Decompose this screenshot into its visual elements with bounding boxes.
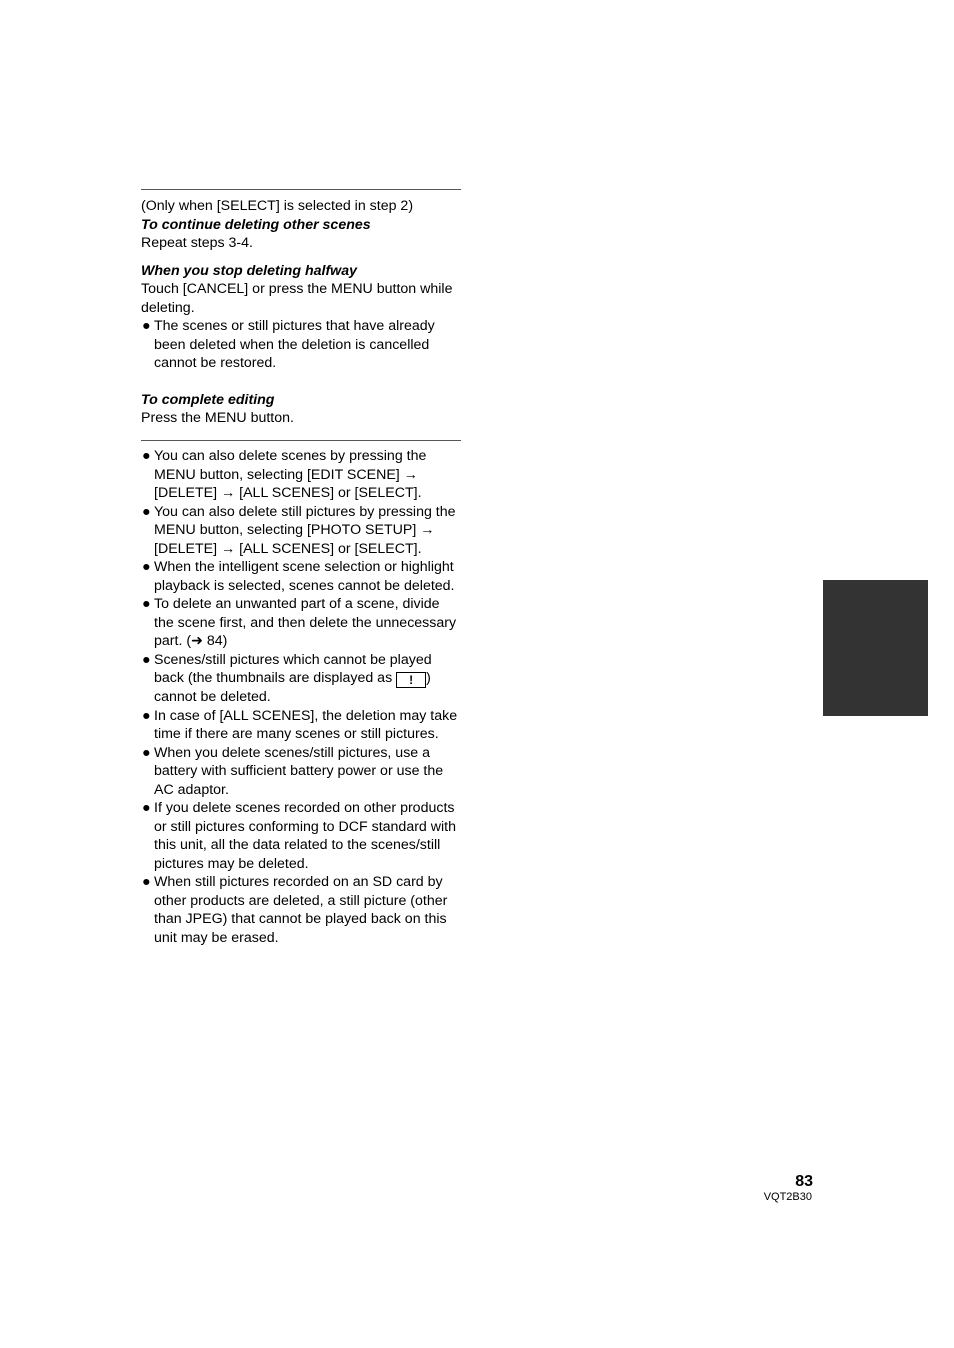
note-text: When still pictures recorded on an SD card by other products are deleted, a still picture (other than JPEG) that cannot be played back on this unit may be erased. [154, 874, 448, 946]
note-text: You can also delete scenes by pressing the MENU button, selecting [EDIT SCENE] → [DELETE] → [ALL SCENES] or [SELECT]. [154, 448, 427, 501]
heading-continue-deleting: To continue deleting other scenes [141, 216, 371, 233]
bullet-icon: ● [142, 800, 151, 816]
bullet-icon: ● [142, 318, 151, 334]
note-text: When the intelligent scene selection or highlight playback is selected, scenes cannot be deleted. [154, 559, 455, 594]
note-item [141, 873, 463, 947]
stop-text: Touch [CANCEL] or press the MENU button while deleting. [141, 281, 453, 316]
note-item [141, 503, 463, 559]
note-text-after-icon: ) cannot be deleted. [154, 670, 431, 705]
note-text: When you delete scenes/still pictures, use a battery with sufficient battery power or use the AC adaptor. [154, 744, 444, 798]
chapter-side-tab [823, 580, 928, 716]
note-text: In case of [ALL SCENES], the deletion may take time if there are many scenes or still pictures. [154, 707, 458, 742]
stop-bullet-text: The scenes or still pictures that have already been deleted when the deletion is cancelled cannot be restored. [154, 318, 435, 371]
note-item [141, 799, 463, 873]
top-rule [141, 189, 461, 190]
model-code: VQT2B30 [763, 1191, 812, 1203]
page-number: 83 [795, 1173, 813, 1190]
bullet-icon: ● [142, 874, 151, 890]
note-item [141, 744, 463, 800]
heading-complete-editing: To complete editing [141, 391, 275, 408]
note-text: You can also delete still pictures by pressing the MENU button, selecting [PHOTO SETUP] → [DELETE] → [ALL SCENES] or [SELECT]. [154, 503, 456, 557]
bullet-icon: ● [142, 651, 151, 668]
heading-stop-deleting: When you stop deleting halfway [141, 262, 357, 279]
bullet-icon: ● [142, 707, 151, 724]
top-section [141, 197, 463, 428]
note-text-before-icon: Scenes/still pictures which cannot be played back (the thumbnails are displayed as [154, 651, 432, 686]
continue-text: Repeat steps 3-4. [141, 235, 253, 251]
note-item [141, 707, 463, 744]
note-text: To delete an unwanted part of a scene, divide the scene first, and then delete the unnecessary part. (➜ 84) [154, 596, 457, 649]
note-item [141, 595, 463, 651]
stop-bullet [141, 317, 463, 373]
bullet-icon: ● [142, 503, 151, 520]
complete-text: Press the MENU button. [141, 410, 294, 426]
note-item [141, 558, 463, 595]
note-text: If you delete scenes recorded on other products or still pictures conforming to DCF standard with this unit, all the data related to the scenes/still pictures may be deleted. [154, 800, 456, 872]
note-item [141, 447, 463, 503]
warning-thumbnail-icon: ! [396, 672, 426, 688]
bullet-icon: ● [142, 596, 151, 612]
select-note: (Only when [SELECT] is selected in step 2) [141, 198, 414, 214]
bullet-icon: ● [142, 744, 151, 761]
bullet-icon: ● [142, 448, 151, 464]
notes-rule [141, 440, 461, 441]
bullet-icon: ● [142, 559, 151, 575]
note-item [141, 651, 463, 707]
notes-list [141, 447, 463, 947]
